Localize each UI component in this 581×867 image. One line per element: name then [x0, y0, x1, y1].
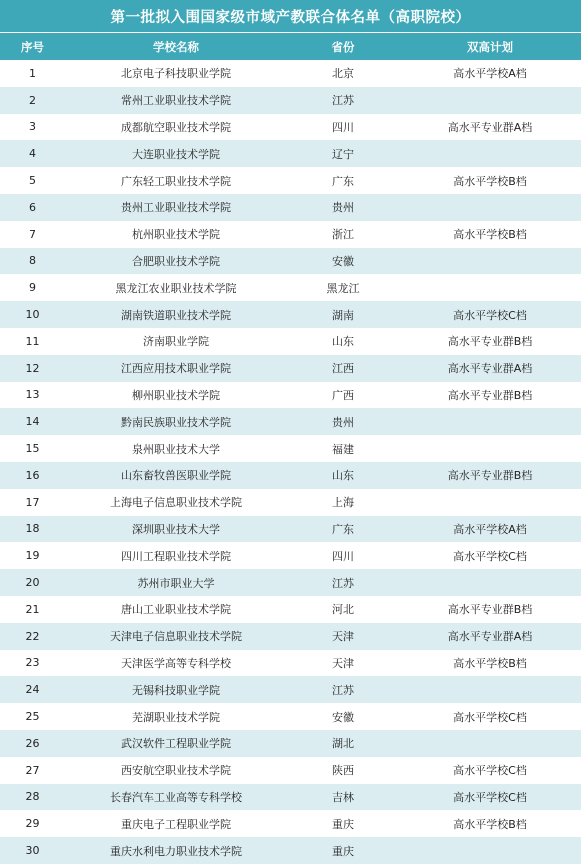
table-row: [0, 810, 581, 837]
table-row: [0, 274, 581, 301]
school-name: 贵州工业职业技术学院: [121, 201, 231, 215]
row-number: 16: [25, 468, 40, 482]
table-row: [0, 60, 581, 87]
table-row: [0, 516, 581, 543]
province: 山东: [332, 469, 354, 483]
table-row: [0, 87, 581, 114]
double-high-plan: 高水平专业群B档: [447, 335, 533, 349]
province: 广西: [332, 388, 354, 402]
school-name: 常州工业职业技术学院: [121, 94, 231, 108]
double-high-plan: 高水平学校A档: [453, 522, 527, 536]
row-number: 1: [29, 66, 36, 80]
double-high-plan: 高水平专业群A档: [447, 362, 533, 376]
table-header-row: [0, 33, 581, 60]
row-number: 29: [25, 817, 40, 831]
table-row: [0, 301, 581, 328]
double-high-plan: 高水平学校B档: [453, 228, 527, 242]
province: 贵州: [332, 201, 354, 215]
school-name: 芜湖职业技术学院: [132, 710, 220, 724]
school-name: 大连职业技术学院: [132, 147, 220, 161]
school-name: 无锡科技职业学院: [132, 683, 220, 697]
school-name: 黑龙江农业职业技术学院: [115, 281, 237, 295]
table-row: [0, 650, 581, 677]
table-row: [0, 167, 581, 194]
row-number: 15: [25, 442, 40, 456]
school-name: 杭州职业技术学院: [132, 228, 220, 242]
school-name: 重庆水利电力职业技术学院: [110, 844, 242, 858]
school-name: 苏州市职业大学: [137, 576, 215, 590]
row-number: 13: [25, 388, 40, 402]
school-name: 柳州职业技术学院: [132, 388, 220, 402]
school-name: 西安航空职业技术学院: [121, 764, 231, 778]
school-name: 四川工程职业技术学院: [121, 549, 231, 563]
table-row: [0, 328, 581, 355]
double-high-plan: 高水平专业群B档: [447, 388, 533, 402]
double-high-plan: 高水平学校C档: [453, 710, 527, 724]
row-number: 9: [29, 281, 36, 295]
double-high-plan: 高水平专业群A档: [447, 630, 533, 644]
double-high-plan: 高水平专业群A档: [447, 120, 533, 134]
double-high-plan: 高水平学校B档: [453, 174, 527, 188]
province: 四川: [332, 549, 354, 563]
row-number: 10: [25, 308, 40, 322]
table-row: [0, 221, 581, 248]
table-row: [0, 462, 581, 489]
row-number: 11: [25, 334, 40, 348]
province: 四川: [332, 120, 354, 134]
province: 福建: [332, 442, 354, 456]
row-number: 5: [29, 174, 36, 188]
province: 重庆: [332, 844, 354, 858]
table-row: [0, 408, 581, 435]
row-number: 4: [29, 147, 36, 161]
school-name: 重庆电子工程职业学院: [121, 817, 231, 831]
table-body: [0, 60, 581, 864]
double-high-plan: 高水平学校B档: [453, 817, 527, 831]
row-number: 12: [25, 361, 40, 375]
school-name: 天津电子信息职业技术学院: [110, 630, 242, 644]
table-row: [0, 703, 581, 730]
table-row: [0, 435, 581, 462]
header-school-name: 学校名称: [153, 39, 199, 54]
row-number: 6: [29, 200, 36, 214]
row-number: 7: [29, 227, 36, 241]
province: 辽宁: [332, 147, 354, 161]
row-number: 18: [25, 522, 40, 536]
table-row: [0, 194, 581, 221]
province: 河北: [332, 603, 354, 617]
province: 天津: [332, 656, 354, 670]
school-name: 唐山工业职业技术学院: [121, 603, 231, 617]
province: 山东: [332, 335, 354, 349]
school-name: 合肥职业技术学院: [132, 254, 220, 268]
province: 吉林: [332, 790, 354, 804]
school-name: 济南职业学院: [143, 335, 209, 349]
school-name: 天津医学高等专科学校: [121, 656, 231, 670]
table-row: [0, 382, 581, 409]
table-row: [0, 489, 581, 516]
province: 湖北: [332, 737, 354, 751]
school-name: 山东畜牧兽医职业学院: [121, 469, 231, 483]
province: 安徽: [332, 254, 354, 268]
row-number: 25: [25, 710, 40, 724]
row-number: 26: [25, 736, 40, 750]
header-province: 省份: [331, 39, 355, 54]
province: 黑龙江: [326, 281, 360, 295]
school-name: 江西应用技术职业学院: [121, 362, 231, 376]
province: 江苏: [332, 576, 354, 590]
double-high-plan: 高水平学校A档: [453, 67, 527, 81]
table-row: [0, 140, 581, 167]
row-number: 22: [25, 629, 40, 643]
school-name: 上海电子信息职业技术学院: [110, 496, 242, 510]
school-name: 成都航空职业技术学院: [121, 120, 231, 134]
province: 江苏: [332, 683, 354, 697]
province: 贵州: [332, 415, 354, 429]
table-row: [0, 784, 581, 811]
province: 天津: [332, 630, 354, 644]
double-high-plan: 高水平学校B档: [453, 656, 527, 670]
row-number: 20: [25, 576, 40, 590]
page-title: 第一批拟入围国家级市域产教联合体名单（高职院校）: [0, 0, 581, 33]
school-name: 广东轻工职业技术学院: [121, 174, 231, 188]
double-high-plan: 高水平学校C档: [453, 790, 527, 804]
row-number: 23: [25, 656, 40, 670]
province: 广东: [332, 522, 354, 536]
school-list-table: [0, 33, 581, 864]
double-high-plan: 高水平专业群B档: [447, 603, 533, 617]
province: 浙江: [332, 228, 354, 242]
header-no: 序号: [21, 39, 44, 54]
row-number: 19: [25, 549, 40, 563]
table-row: [0, 757, 581, 784]
school-name: 武汉软件工程职业学院: [121, 737, 231, 751]
school-name: 泉州职业技术大学: [132, 442, 220, 456]
row-number: 8: [29, 254, 36, 268]
row-number: 17: [25, 495, 40, 509]
province: 安徽: [332, 710, 354, 724]
table-row: [0, 676, 581, 703]
school-name: 湖南铁道职业技术学院: [121, 308, 231, 322]
row-number: 27: [25, 763, 40, 777]
school-name: 长春汽车工业高等专科学校: [110, 790, 242, 804]
table-row: [0, 355, 581, 382]
province: 重庆: [332, 817, 354, 831]
school-name: 深圳职业技术大学: [132, 522, 220, 536]
row-number: 28: [25, 790, 40, 804]
row-number: 21: [25, 602, 40, 616]
province: 广东: [332, 174, 354, 188]
row-number: 14: [25, 415, 40, 429]
double-high-plan: 高水平学校C档: [453, 549, 527, 563]
province: 上海: [332, 496, 354, 510]
table-row: [0, 623, 581, 650]
row-number: 24: [25, 683, 40, 697]
row-number: 2: [29, 93, 36, 107]
table-row: [0, 837, 581, 864]
province: 江苏: [332, 94, 354, 108]
table-row: [0, 248, 581, 275]
province: 陕西: [332, 764, 354, 778]
province: 湖南: [332, 308, 354, 322]
row-number: 3: [29, 120, 36, 134]
province: 北京: [332, 67, 354, 81]
double-high-plan: 高水平专业群B档: [447, 469, 533, 483]
province: 江西: [332, 362, 354, 376]
table-row: [0, 569, 581, 596]
school-name: 北京电子科技职业学院: [121, 67, 231, 81]
table-row: [0, 730, 581, 757]
double-high-plan: 高水平学校C档: [453, 308, 527, 322]
table-row: [0, 596, 581, 623]
header-plan: 双高计划: [467, 39, 513, 54]
table-row: [0, 542, 581, 569]
double-high-plan: 高水平学校C档: [453, 764, 527, 778]
table-row: [0, 114, 581, 141]
school-name: 黔南民族职业技术学院: [121, 415, 231, 429]
row-number: 30: [25, 844, 40, 857]
